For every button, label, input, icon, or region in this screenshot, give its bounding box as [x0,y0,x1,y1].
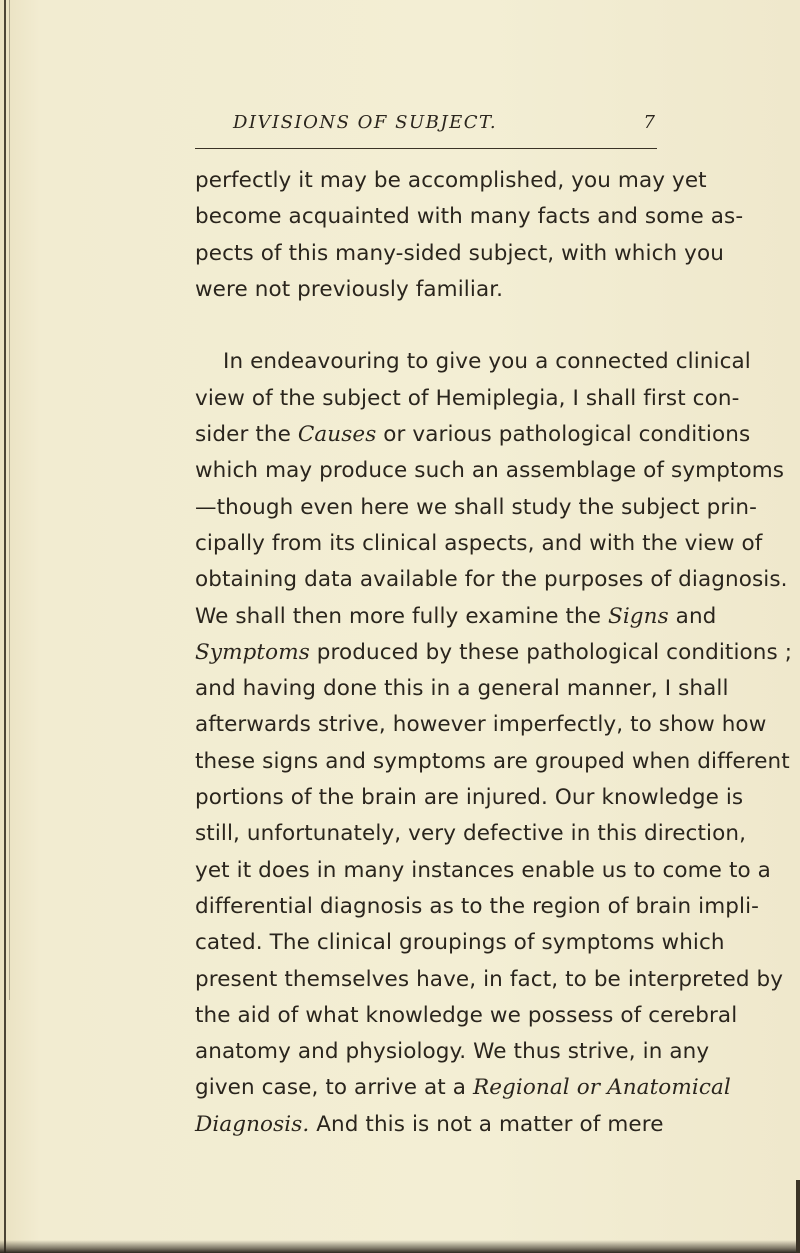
text-line: and having done this in a general manner, I shall [195,676,729,702]
text-span: sider the [195,422,298,448]
italic-term-or: or [569,1075,608,1101]
text-line: still, unfortunately, very defective in this direction, [195,821,746,847]
text-span: We shall then more fully examine the [195,603,608,629]
text-line: anatomy and physiology. We thus strive, in any [195,1039,710,1065]
paragraph-1 [195,163,744,308]
text-line [195,599,717,635]
text-line [195,417,751,453]
text-span: given case, to arrive at a [195,1075,473,1101]
text-line: which may produce such an assemblage of symptoms [195,458,785,484]
paragraph-gap [195,308,657,344]
text-span: produced by these pathological conditions ; [309,639,793,665]
text-line: become acquainted with many facts and some as- [195,204,744,230]
running-title: DIVISIONS OF SUBJECT. [233,112,498,133]
text-line: these signs and symptoms are grouped when different [195,748,790,774]
text-line: portions of the brain are injured. Our knowledge is [195,785,744,811]
text-line [195,635,793,671]
text-line: differential diagnosis as to the region of brain impli- [195,893,760,919]
page-bottom-edge [0,1240,800,1253]
text-line: yet it does in many instances enable us to come to a [195,857,771,883]
text-line: the aid of what knowledge we possess of cerebral [195,1002,738,1028]
text-line: pects of this many-sided subject, with which you [195,240,724,266]
header-rule [195,148,657,149]
page-right-edge [796,1180,800,1253]
binding-edge [4,0,6,1253]
text-line: —though even here we shall study the subject prin- [195,494,757,520]
text-line: present themselves have, in fact, to be interpreted by [195,966,784,992]
text-line: were not previously familiar. [195,276,504,302]
italic-term-regional: Regional [472,1075,570,1101]
italic-term-symptoms: Symptoms [195,639,310,665]
text-line: view of the subject of Hemiplegia, I shall first con- [195,385,740,411]
text-span: or various pathological conditions [376,422,751,448]
text-line [195,1070,731,1106]
italic-term-signs: Signs [608,603,669,629]
text-line: afterwards strive, however imperfectly, to show how [195,712,767,738]
text-line: cated. The clinical groupings of symptoms which [195,930,725,956]
text-span: and [668,603,717,629]
text-line: In endeavouring to give you a connected clinical [223,349,751,375]
text-line [195,1107,664,1143]
text-line: obtaining data available for the purposes of diagnosis. [195,567,788,593]
page-number: 7 [643,112,655,133]
body-text [195,163,793,1143]
italic-term-anatomical: Anatomical [607,1075,731,1101]
italic-term-diagnosis: Diagnosis. [195,1111,310,1137]
running-header [195,112,655,140]
text-line: perfectly it may be accomplished, you may yet [195,168,707,193]
paragraph-2 [195,344,793,1143]
text-span: And this is not a matter of mere [309,1111,664,1137]
binding-shadow [9,0,10,1000]
text-line: cipally from its clinical aspects, and with the view of [195,530,763,556]
italic-term-causes: Causes [297,422,377,448]
